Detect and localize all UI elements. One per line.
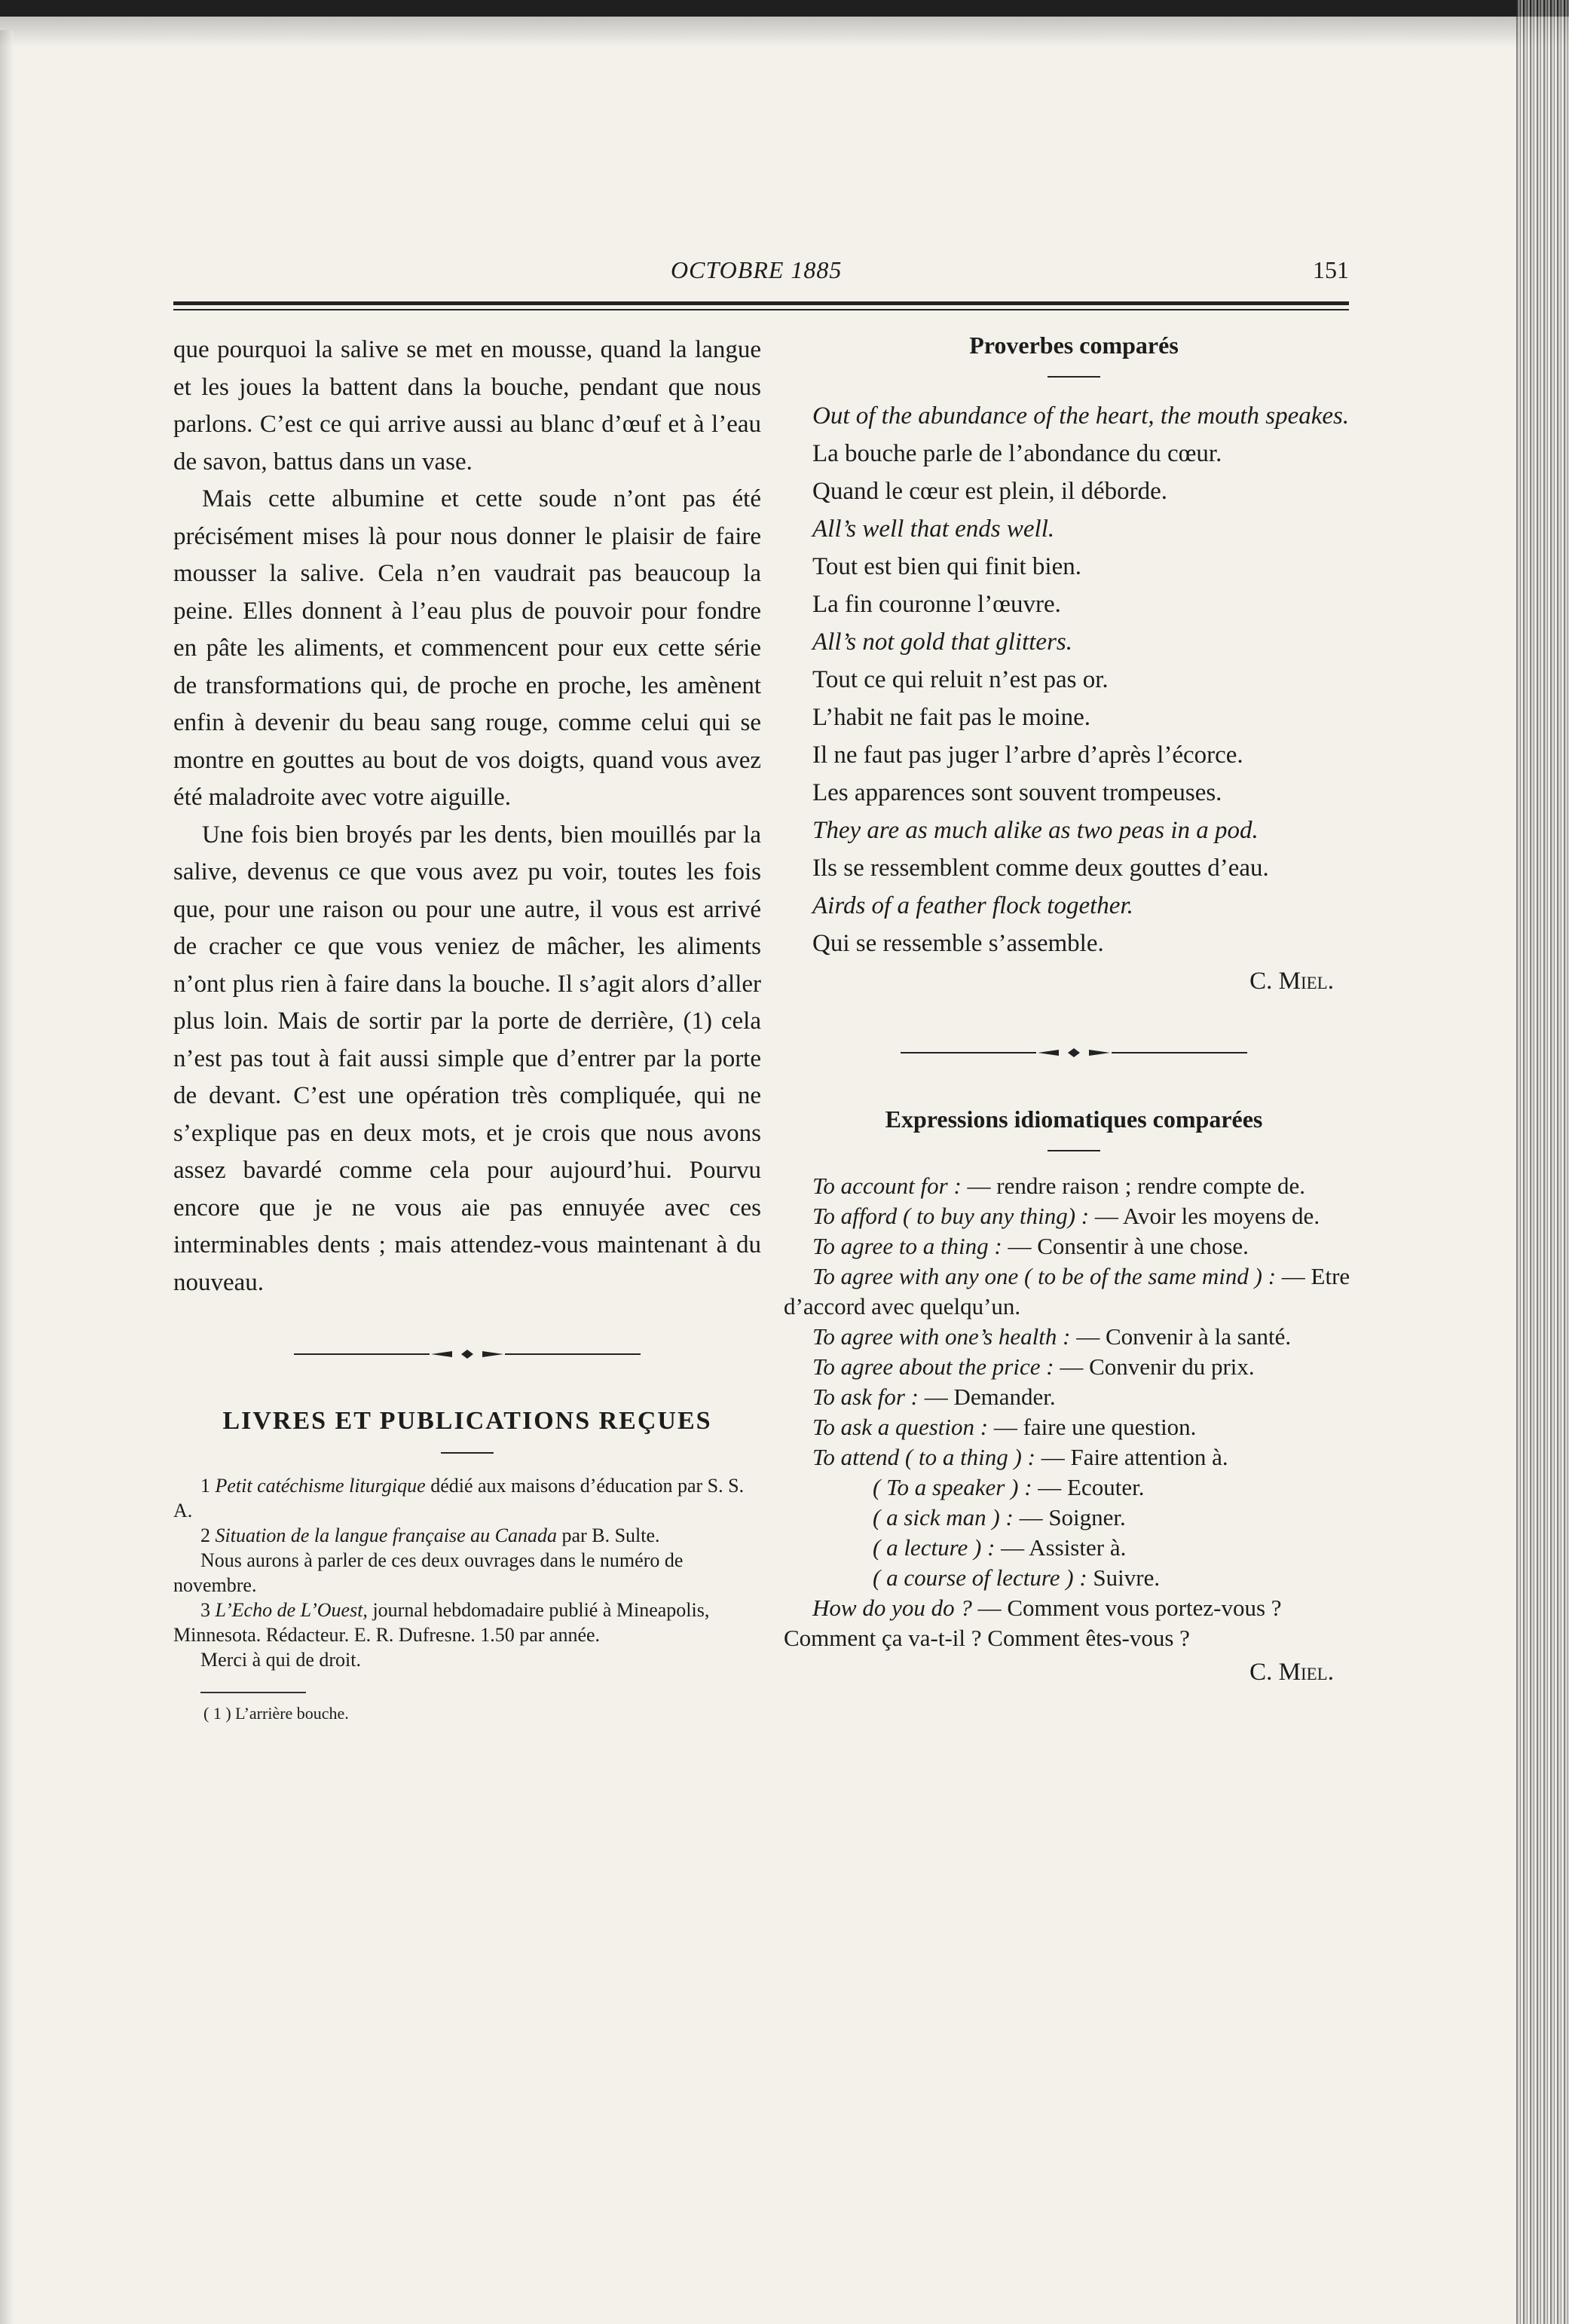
divider-ornament-icon	[430, 1350, 505, 1359]
signature-text: C. Miel.	[1249, 1659, 1334, 1686]
signature-text: C. Miel.	[1249, 968, 1334, 995]
header-rule-thin	[173, 309, 1349, 310]
expression-item: To ask for : — Demander.	[812, 1384, 1056, 1410]
scan-left-edge	[0, 30, 14, 2324]
divider-ornament-icon	[1036, 1048, 1112, 1057]
ornamental-divider	[901, 1045, 1247, 1060]
expression-item: To afford ( to buy any thing) : — Avoir les moyens de.	[812, 1203, 1320, 1229]
expression-item: To account for : — rendre raison ; rendre compte de.	[812, 1173, 1305, 1199]
scan-top-shadow	[0, 17, 1569, 47]
publication-note: Nous aurons à parler de ces deux ouvrages dans le numéro de novembre.	[173, 1549, 684, 1596]
scan-top-edge	[0, 0, 1569, 17]
expression-item: To attend ( to a thing ) : — Faire attention à.	[812, 1444, 1228, 1470]
expression-sub-item: ( a lecture ) : — Assister à.	[873, 1534, 1127, 1561]
proverb-french: La fin couronne l’œuvre.	[812, 591, 1061, 618]
expression-item: To agree with any one ( to be of the same mind ) : — Etre d’accord avec quelqu’un.	[784, 1263, 1350, 1319]
title-rule	[441, 1452, 494, 1454]
proverb-french: Tout est bien qui finit bien.	[812, 553, 1081, 580]
footnote-rule	[200, 1692, 306, 1693]
proverb-english: Out of the abundance of the heart, the mouth speakes.	[812, 402, 1350, 430]
expression-sub-item: ( a course of lecture ) : Suivre.	[873, 1564, 1161, 1591]
page-number: 151	[1313, 256, 1349, 283]
proverb-french: Ils se ressemblent comme deux gouttes d’eau.	[812, 855, 1269, 882]
scan-binding-edge	[1516, 0, 1569, 2324]
title-rule	[1048, 1150, 1100, 1151]
expression-sub-item: ( To a speaker ) : — Ecouter.	[873, 1474, 1145, 1500]
proverb-french: Quand le cœur est plein, il déborde.	[812, 478, 1168, 505]
proverb-french: Il ne faut pas juger l’arbre d’après l’écorce.	[812, 742, 1243, 769]
expressions-signature	[784, 1653, 1364, 1691]
proverb-french: L’habit ne fait pas le moine.	[812, 704, 1091, 731]
publication-item: 2 Situation de la langue française au Canada par B. Sulte.	[200, 1524, 660, 1546]
proverb-english: Airds of a feather flock together.	[812, 892, 1133, 919]
proverb-french: Les apparences sont souvent trompeuses.	[812, 779, 1222, 806]
paragraph: Une fois bien broyés par les dents, bien mouillés par la salive, devenus ce que vous avez pu voir, toutes les fois que, pour une raison ou pour une autre, il vous est arrivé de cracher ce que vous veniez de mâcher, les aliments n’ont plus rien à faire dans la bouche. Il s’agit alors d’aller plus loin. Mais de sortir par la porte de derrière, (1) cela n’est pas tout à fait aussi simple que d’entrer par la porte de devant. C’est une opération très compliquée, qui ne s’explique pas en deux mots, et je crois que nous avons assez bavardé comme cela pour aujourd’hui. Pourvu encore que je ne vous aie pas ennuyée avec ces interminables dents ; mais attendez-vous maintenant à du nouveau.	[173, 821, 761, 1296]
proverb-english: All’s well that ends well.	[812, 515, 1055, 543]
header-title: OCTOBRE 1885	[671, 256, 843, 283]
expression-item: To agree to a thing : — Consentir à une chose.	[812, 1233, 1249, 1259]
publications-title: LIVRES ET PUBLICATIONS REÇUES	[222, 1407, 712, 1435]
proverbs-title: Proverbes comparés	[969, 332, 1179, 359]
proverb-french: Tout ce qui reluit n’est pas or.	[812, 666, 1109, 693]
header-rule-thick	[173, 301, 1349, 305]
proverb-english: They are as much alike as two peas in a pod.	[812, 817, 1259, 844]
paragraph: que pourquoi la salive se met en mousse, quand la langue et les joues la battent dans la bouche, pendant que nous parlons. C’est ce qui arrive aussi au blanc d’œuf et à l’eau de savon, battus dans un vase.	[173, 336, 761, 476]
publication-item: 3 L’Echo de L’Ouest, journal hebdomadaire publié à Mineapolis, Minnesota. Rédacteur. E. R. Dufresne. 1.50 par année.	[173, 1599, 710, 1646]
publication-thanks: Merci à qui de droit.	[200, 1649, 361, 1671]
paragraph: Mais cette albumine et cette soude n’ont pas été précisément mises là pour nous donner le plaisir de faire mousser la salive. Cela n’en vaudrait pas beaucoup la peine. Elles donnent à l’eau plus de pouvoir pour fondre en pâte les aliments, et commencent pour eux cette série de transformations qui, de proche en proche, les amènent enfin à devenir du beau sang rouge, comme celui qui se montre en gouttes au bout de vos doigts, quand vous avez été maladroite avec votre aiguille.	[173, 485, 761, 811]
expressions-title: Expressions idiomatiques comparées	[885, 1105, 1263, 1133]
proverb-french: Qui se ressemble s’assemble.	[812, 930, 1104, 957]
expression-closing: How do you do ? — Comment vous portez-vous ? Comment ça va-t-il ? Comment êtes-vous ?	[784, 1595, 1282, 1651]
title-rule	[1048, 376, 1100, 378]
proverb-french: La bouche parle de l’abondance du cœur.	[812, 440, 1222, 467]
footnote: ( 1 ) L’arrière bouche.	[203, 1704, 349, 1723]
expression-sub-item: ( a sick man ) : — Soigner.	[873, 1504, 1126, 1530]
proverb-english: All’s not gold that glitters.	[812, 628, 1073, 656]
expression-item: To agree about the price : — Convenir du prix.	[812, 1353, 1255, 1380]
right-column	[784, 332, 1364, 1691]
expression-item: To ask a question : — faire une question.	[812, 1414, 1197, 1440]
left-column	[173, 332, 761, 1723]
proverbs-signature	[784, 962, 1364, 1000]
running-header	[173, 256, 1349, 294]
ornamental-divider	[294, 1347, 641, 1362]
publication-item: 1 Petit catéchisme liturgique dédié aux maisons d’éducation par S. S. A.	[173, 1475, 745, 1521]
expression-item: To agree with one’s health : — Convenir à la santé.	[812, 1323, 1292, 1350]
